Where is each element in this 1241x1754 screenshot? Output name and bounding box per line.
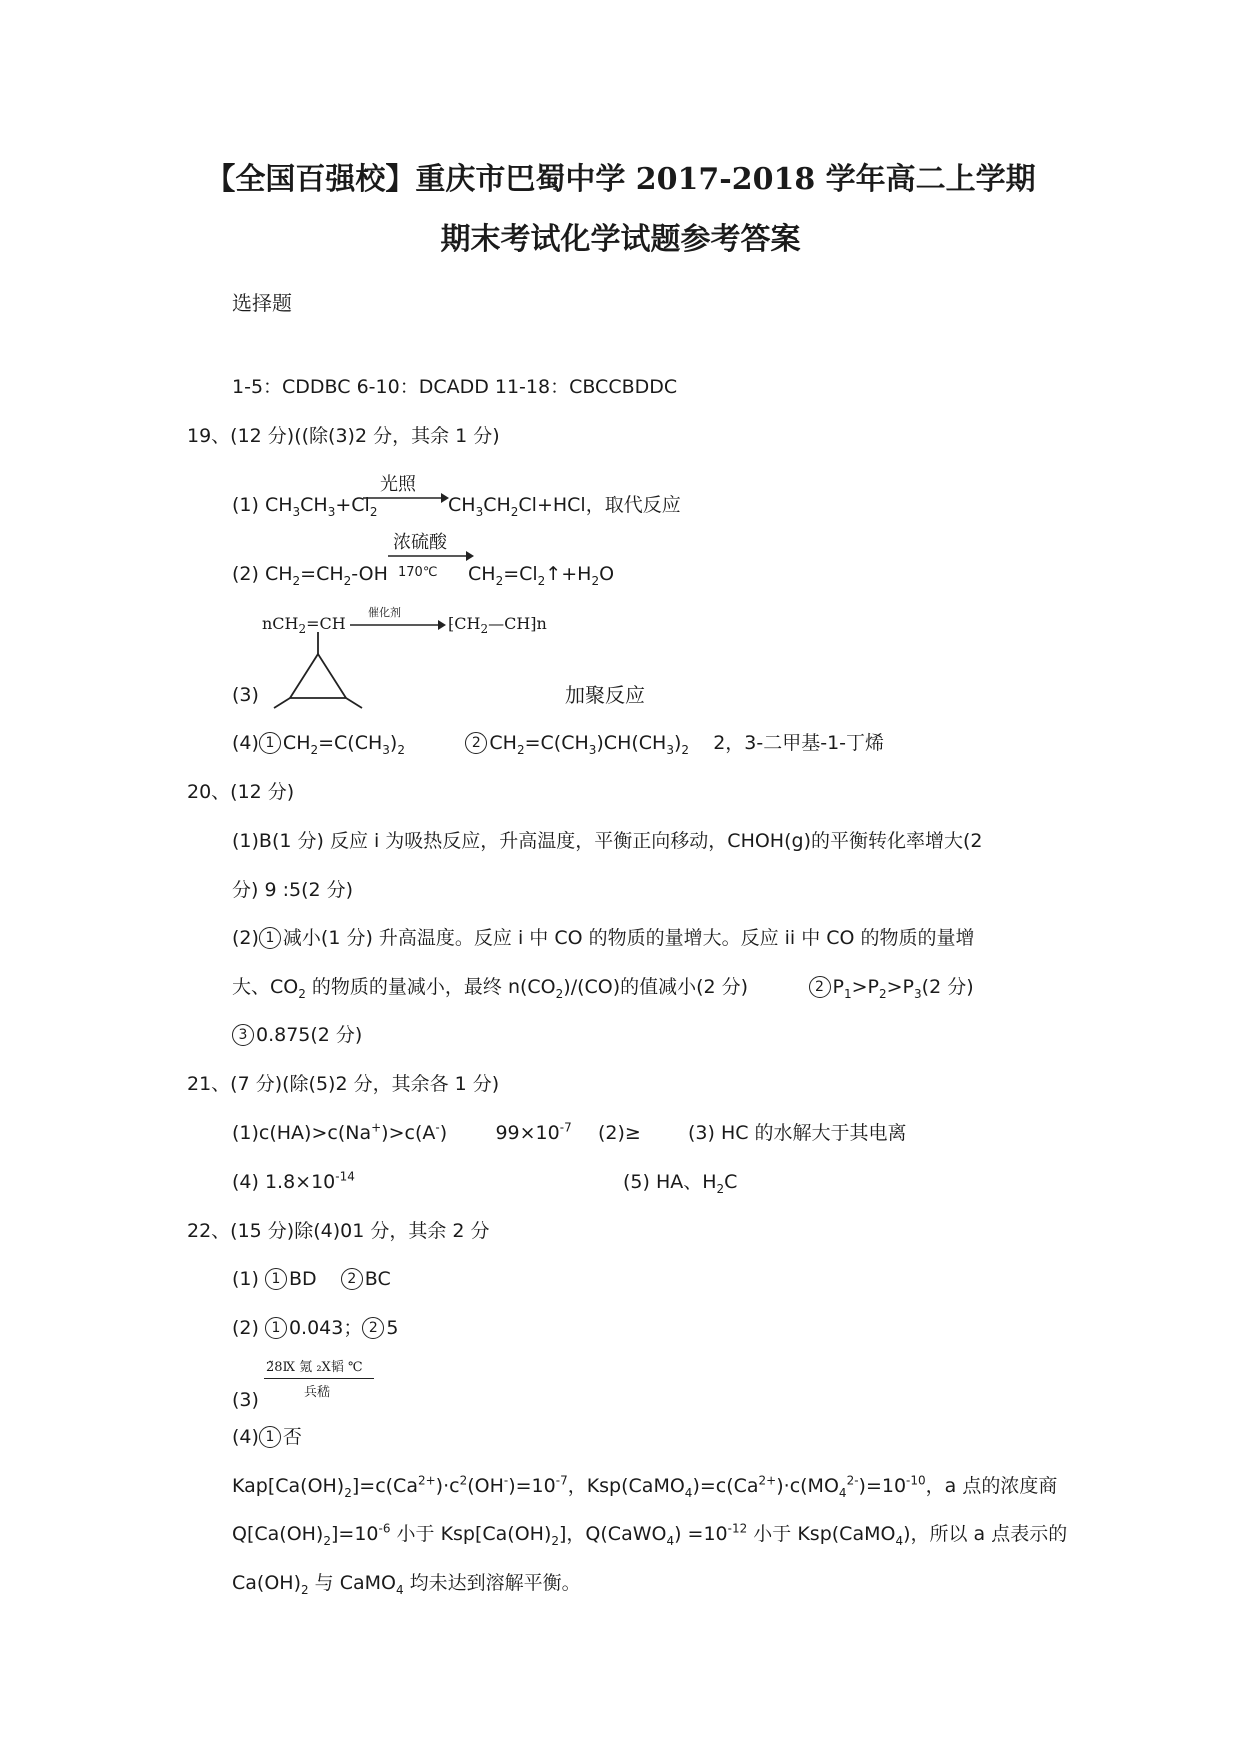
q19-part1-condition: 光照 (380, 474, 416, 495)
q19-part3-polymer: $⁅CH_2—CH⁆n$ (448, 614, 547, 637)
q21-header: 21、(7 分)(除(5)2 分，其余各 1 分) (187, 1073, 500, 1095)
cyclopropyl-structure (268, 630, 368, 710)
choice-heading: 选择题 (232, 291, 292, 315)
q22-part3-numerator: 2̃8Ⅸ 氪 ₂Ⅹ韬 ℃ (266, 1360, 363, 1375)
q19-part1-products: $CH_3CH_2Cl+HCl$，取代反应 (448, 494, 681, 519)
q21-part5: (5) HA、$H_2C$ (623, 1171, 738, 1196)
q19-part3-monomer: nCH$_2$=CH (262, 614, 346, 637)
q19-part4: (4) 1 $CH_2=C(CH_3)_2$ 2 $CH_2=C(CH_3)CH(CH_3)_2$ 2，3-二甲基-1-丁烯 (232, 732, 885, 757)
q22-part3-denominator: 兵嵇 (304, 1385, 331, 1400)
q21-part2: (2)≥ (598, 1122, 641, 1144)
title-line-1: 【全国百强校】重庆市巴蜀中学 2017-2018 学年高二上学期 (205, 162, 1036, 197)
q20-part3: 3 0.875(2 分) (232, 1023, 362, 1048)
q22-part4: (4) 1 否 (232, 1426, 302, 1448)
q22-part1: (1) 1 BD 2 BC (232, 1268, 391, 1290)
q21-part1: (1)c(HA)>c(Na+)>c(A-) $99\times 10^{-7}$ (232, 1120, 572, 1144)
q19-part2-reactant: (2) $CH_2=CH_2-OH$ (232, 563, 388, 588)
q20-part1-line2: 分) 9 :5(2 分) (232, 879, 354, 901)
q20-part2-line2: 大、$CO_2$ 的物质的量减小，最终 $n(CO_2)/(CO)$的值减小(2 分) 2 $P_1>P_2>P_3(2$ 分) (232, 976, 974, 1001)
q22-header: 22、(15 分)除(4)01 分，其余 2 分 (187, 1220, 490, 1242)
q22-part3-label: (3) (232, 1389, 259, 1411)
q20-header: 20、(12 分) (187, 781, 295, 803)
choice-answers: 1-5：CDDBC 6-10：DCADD 11-18：CBCCBDDC (232, 376, 678, 398)
q19-part3-type: 加聚反应 (565, 683, 645, 707)
q22-part2: (2) 1 0.043； 2 5 (232, 1317, 399, 1339)
q21-part3: (3) HC 的水解大于其电离 (688, 1122, 907, 1144)
q22-ksp-line1: $Kap[Ca(OH)_2]=c(Ca^{2+})\cdot c^2(OH^-)=10^{-7}$，$Ksp(CaMO_4)=c(Ca^{2+})\cdot c(MO_4^{2-})=10^{-10}$，a 点的浓度商 (232, 1473, 1058, 1500)
q19-part2-condition-top: 浓硫酸 (393, 532, 447, 553)
q19-header: 19、(12 分)((除(3)2 分，其余 1 分) (187, 425, 500, 447)
q19-part2-products: $CH_2=Cl_2↑+H_2O$ (468, 563, 615, 588)
q19-part1-reactants: (1) $CH_3CH_3+Cl_2$ (232, 494, 378, 519)
q21-part4: (4) $1.8\times 10^{-14}$ (232, 1169, 355, 1193)
q22-ksp-line3: $Ca(OH)_2$ 与 CaMO$_4$ 均未达到溶解平衡。 (232, 1572, 581, 1597)
q20-part1-line1: (1)B(1 分) 反应 i 为吸热反应，升高温度，平衡正向移动，CHOH(g)的平衡转化率增大(2 (232, 830, 983, 852)
title-line-2: 期末考试化学试题参考答案 (440, 222, 801, 257)
q19-part3-label: (3) (232, 684, 259, 706)
q22-ksp-line2: $Q[Ca(OH)_2]=10^{-6}$ 小于 $Ksp[Ca(OH)_2]$，Q(CaWO$_4$) $=10^{-12}$ 小于 Ksp(CaMO$_4$)，所以 a 点表示的 (232, 1521, 1068, 1548)
fraction-bar (264, 1378, 374, 1379)
q19-part3-condition: 催化剂 (368, 606, 401, 619)
q20-part2-line1: (2) 1 减小(1 分) 升高温度。反应 i 中 CO 的物质的量增大。反应 ii 中 CO 的物质的量增 (232, 927, 975, 949)
q19-part2-condition-bottom: 170℃ (398, 565, 438, 580)
q19-part1-arrow (363, 492, 449, 504)
q19-part2-arrow (388, 550, 474, 562)
